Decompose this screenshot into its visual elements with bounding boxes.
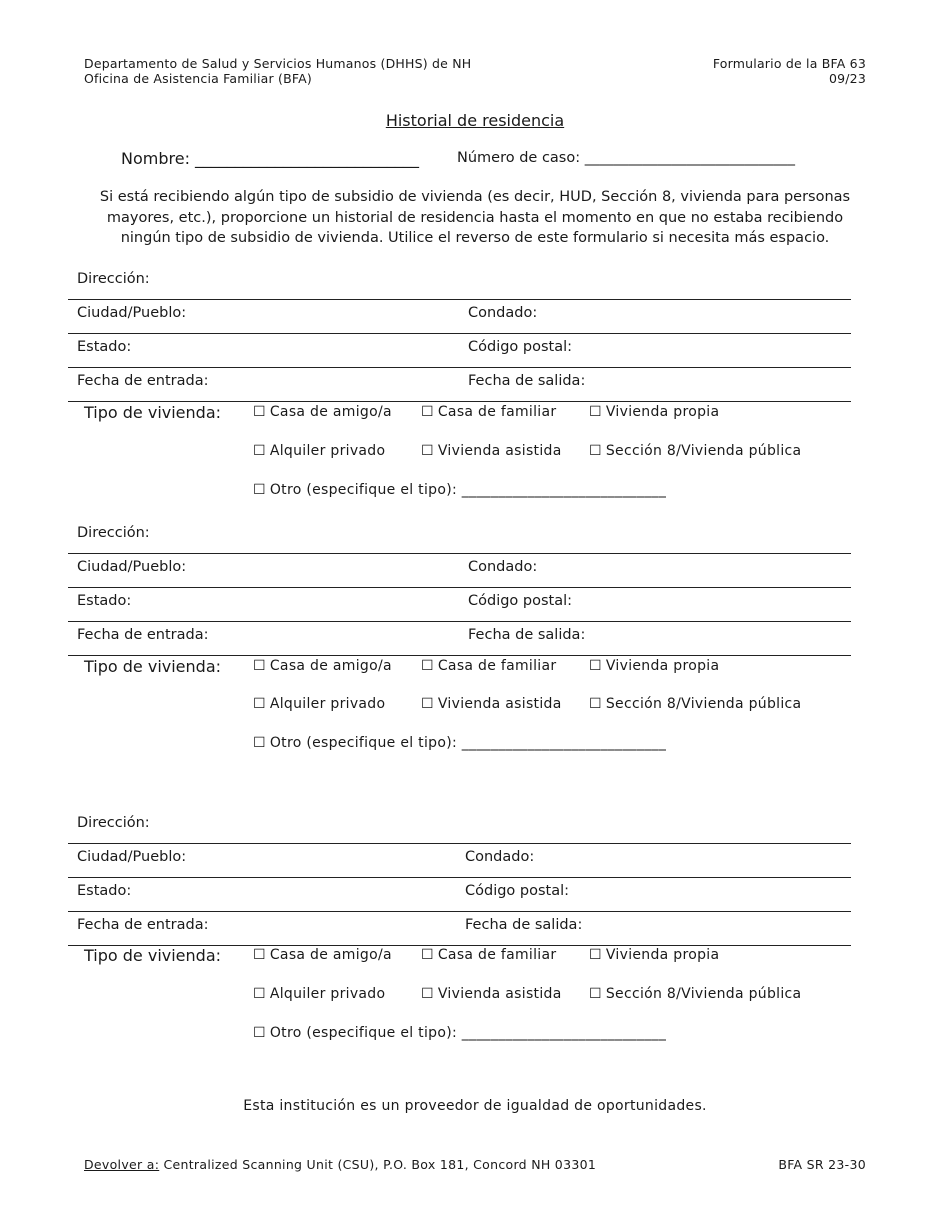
checkbox-icon: ☐ bbox=[589, 986, 602, 1002]
name-field[interactable]: Nombre: ____________________________ bbox=[121, 149, 420, 168]
state-zip-row[interactable] bbox=[68, 333, 851, 368]
page-title: Historial de residencia bbox=[385, 111, 565, 130]
checkbox-icon: ☐ bbox=[589, 658, 602, 674]
return-label: Devolver a: bbox=[84, 1157, 160, 1172]
city-label: Ciudad/Pueblo: bbox=[77, 849, 187, 865]
checkbox-own-home[interactable]: ☐ Vivienda propia bbox=[589, 658, 720, 674]
city-label: Ciudad/Pueblo: bbox=[77, 559, 187, 575]
city-label: Ciudad/Pueblo: bbox=[77, 305, 187, 321]
checkbox-section8-public[interactable]: ☐ Sección 8/Vivienda pública bbox=[589, 443, 802, 459]
checkbox-icon: ☐ bbox=[253, 1025, 266, 1041]
checkbox-icon: ☐ bbox=[589, 947, 602, 963]
housing-type-label: Tipo de vivienda: bbox=[84, 946, 222, 965]
checkbox-icon: ☐ bbox=[421, 696, 434, 712]
checkbox-icon: ☐ bbox=[421, 404, 434, 420]
checkbox-own-home[interactable]: ☐ Vivienda propia bbox=[589, 404, 720, 420]
checkbox-own-home[interactable]: ☐ Vivienda propia bbox=[589, 947, 720, 963]
form-date: 09/23 bbox=[828, 71, 866, 86]
address-label: Dirección: bbox=[77, 525, 150, 541]
checkbox-family-house[interactable]: ☐ Casa de familiar bbox=[421, 947, 557, 963]
instructions-text: Si está recibiendo algún tipo de subsidio de vivienda (es decir, HUD, Sección 8, vivienda para personas mayores, etc.), proporcione un historial de residencia hasta el momento en que no estaba recibiendo ningún tipo de subsidio de vivienda. Utilice el reverso de este formulario si necesita más espacio. bbox=[99, 189, 851, 246]
checkbox-icon: ☐ bbox=[253, 735, 266, 751]
move-out-date-label: Fecha de salida: bbox=[468, 373, 586, 389]
checkbox-friend-house[interactable]: ☐ Casa de amigo/a bbox=[253, 404, 392, 420]
state-zip-row[interactable] bbox=[68, 877, 851, 912]
city-county-row[interactable] bbox=[68, 299, 851, 334]
state-label: Estado: bbox=[77, 339, 132, 355]
move-out-date-label: Fecha de salida: bbox=[468, 627, 586, 643]
county-label: Condado: bbox=[468, 305, 538, 321]
checkbox-other[interactable]: ☐ Otro (especifique el tipo): ____________________________ bbox=[253, 1025, 667, 1041]
address-label: Dirección: bbox=[77, 271, 150, 287]
case-number-field[interactable]: Número de caso: _____________________________ bbox=[457, 150, 795, 166]
equal-opportunity-statement: Esta institución es un proveedor de igualdad de oportunidades. bbox=[243, 1098, 707, 1114]
form-code: BFA SR 23-30 bbox=[778, 1157, 866, 1172]
checkbox-icon: ☐ bbox=[253, 986, 266, 1002]
checkbox-icon: ☐ bbox=[253, 443, 266, 459]
checkbox-icon: ☐ bbox=[253, 696, 266, 712]
move-out-date-label: Fecha de salida: bbox=[465, 917, 583, 933]
address-row[interactable] bbox=[68, 809, 851, 844]
return-address bbox=[84, 1157, 596, 1172]
state-zip-row[interactable] bbox=[68, 587, 851, 622]
housing-type-label: Tipo de vivienda: bbox=[84, 657, 222, 676]
address-label: Dirección: bbox=[77, 815, 150, 831]
checkbox-assisted-housing[interactable]: ☐ Vivienda asistida bbox=[421, 696, 562, 712]
checkbox-icon: ☐ bbox=[589, 696, 602, 712]
dates-row[interactable] bbox=[68, 621, 851, 656]
checkbox-other[interactable]: ☐ Otro (especifique el tipo): ____________________________ bbox=[253, 735, 667, 751]
checkbox-section8-public[interactable]: ☐ Sección 8/Vivienda pública bbox=[589, 986, 802, 1002]
checkbox-assisted-housing[interactable]: ☐ Vivienda asistida bbox=[421, 986, 562, 1002]
city-county-row[interactable] bbox=[68, 553, 851, 588]
checkbox-private-rental[interactable]: ☐ Alquiler privado bbox=[253, 443, 386, 459]
state-label: Estado: bbox=[77, 593, 132, 609]
form-id-header bbox=[713, 56, 866, 86]
move-in-date-label: Fecha de entrada: bbox=[77, 627, 209, 643]
checkbox-friend-house[interactable]: ☐ Casa de amigo/a bbox=[253, 947, 392, 963]
checkbox-family-house[interactable]: ☐ Casa de familiar bbox=[421, 658, 557, 674]
move-in-date-label: Fecha de entrada: bbox=[77, 373, 209, 389]
city-county-row[interactable] bbox=[68, 843, 851, 878]
zip-label: Código postal: bbox=[465, 883, 570, 899]
agency-header bbox=[84, 56, 471, 86]
return-address-text: Centralized Scanning Unit (CSU), P.O. Box 181, Concord NH 03301 bbox=[159, 1157, 597, 1172]
checkbox-icon: ☐ bbox=[253, 482, 266, 498]
checkbox-private-rental[interactable]: ☐ Alquiler privado bbox=[253, 696, 386, 712]
zip-label: Código postal: bbox=[468, 339, 573, 355]
checkbox-icon: ☐ bbox=[421, 658, 434, 674]
checkbox-icon: ☐ bbox=[253, 658, 266, 674]
state-label: Estado: bbox=[77, 883, 132, 899]
checkbox-icon: ☐ bbox=[589, 404, 602, 420]
checkbox-icon: ☐ bbox=[421, 986, 434, 1002]
checkbox-family-house[interactable]: ☐ Casa de familiar bbox=[421, 404, 557, 420]
dates-row[interactable] bbox=[68, 367, 851, 402]
move-in-date-label: Fecha de entrada: bbox=[77, 917, 209, 933]
checkbox-icon: ☐ bbox=[253, 947, 266, 963]
address-row[interactable] bbox=[68, 519, 851, 554]
address-row[interactable] bbox=[68, 265, 851, 300]
housing-type-label: Tipo de vivienda: bbox=[84, 403, 222, 422]
checkbox-section8-public[interactable]: ☐ Sección 8/Vivienda pública bbox=[589, 696, 802, 712]
checkbox-private-rental[interactable]: ☐ Alquiler privado bbox=[253, 986, 386, 1002]
dates-row[interactable] bbox=[68, 911, 851, 946]
office-name: Oficina de Asistencia Familiar (BFA) bbox=[84, 71, 312, 86]
form-number: Formulario de la BFA 63 bbox=[712, 56, 866, 71]
checkbox-icon: ☐ bbox=[421, 443, 434, 459]
checkbox-icon: ☐ bbox=[421, 947, 434, 963]
checkbox-other[interactable]: ☐ Otro (especifique el tipo): ____________________________ bbox=[253, 482, 667, 498]
checkbox-icon: ☐ bbox=[589, 443, 602, 459]
checkbox-assisted-housing[interactable]: ☐ Vivienda asistida bbox=[421, 443, 562, 459]
checkbox-icon: ☐ bbox=[253, 404, 266, 420]
county-label: Condado: bbox=[465, 849, 535, 865]
zip-label: Código postal: bbox=[468, 593, 573, 609]
checkbox-friend-house[interactable]: ☐ Casa de amigo/a bbox=[253, 658, 392, 674]
agency-name: Departamento de Salud y Servicios Humanos (DHHS) de NH bbox=[84, 56, 472, 71]
county-label: Condado: bbox=[468, 559, 538, 575]
